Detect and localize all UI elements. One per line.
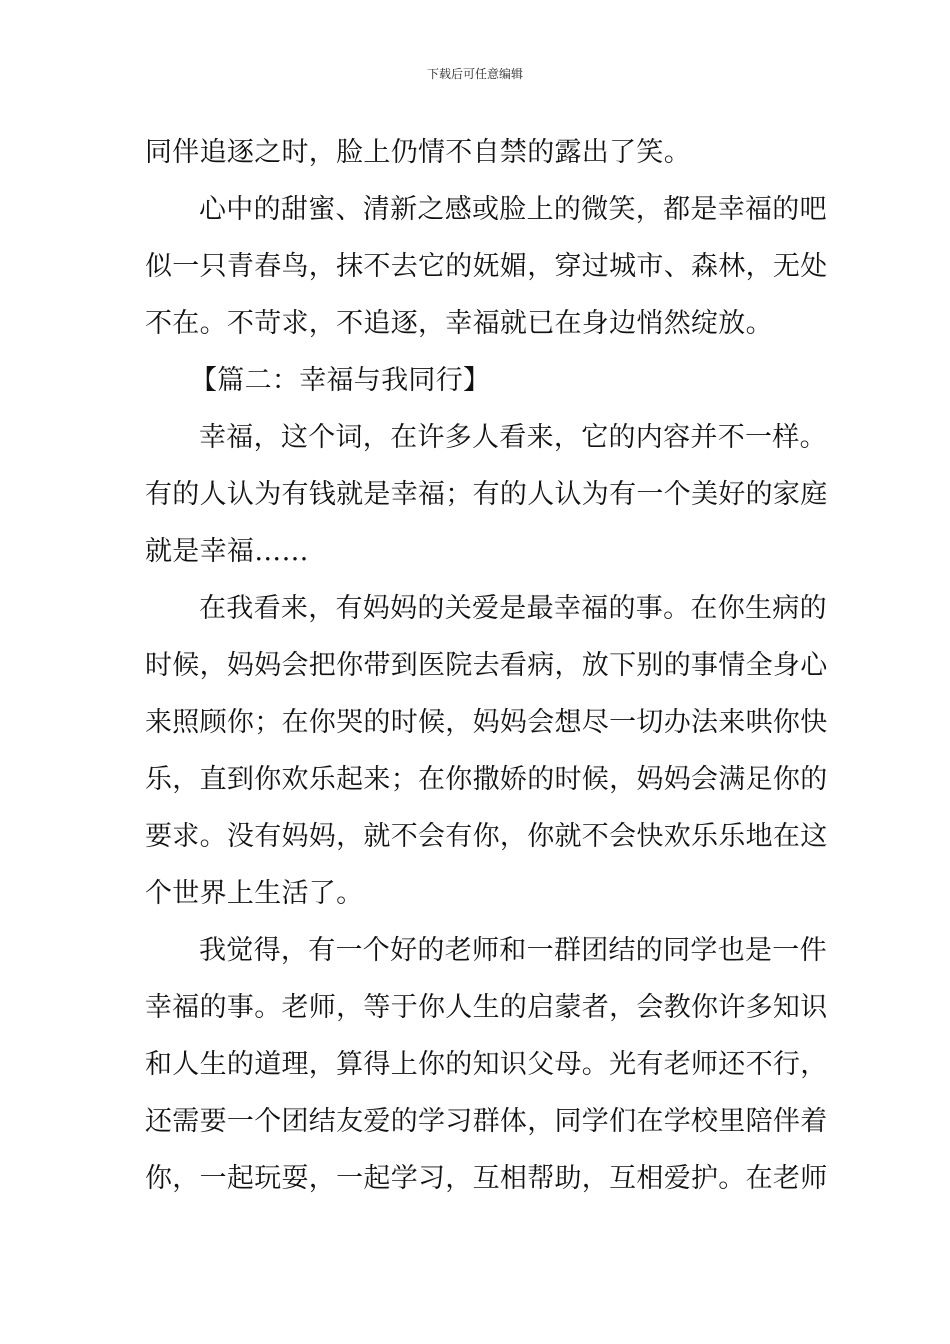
- text-line: 有的人认为有钱就是幸福；有的人认为有一个美好的家庭: [145, 479, 828, 510]
- text-line: 乐，直到你欢乐起来；在你撒娇的时候，妈妈会满足你的: [145, 764, 828, 795]
- text-line: 要求。没有妈妈，就不会有你，你就不会快欢乐乐地在这: [145, 821, 828, 852]
- text-line: 同伴追逐之时，脸上仍情不自禁的露出了笑。: [145, 137, 691, 168]
- document-body: [145, 124, 828, 1207]
- text-line: 幸福的事。老师，等于你人生的启蒙者，会教你许多知识: [145, 992, 828, 1023]
- text-line: 在我看来，有妈妈的关爱是最幸福的事。在你生病的: [199, 593, 827, 624]
- section-heading: 【篇二：幸福与我同行】: [190, 365, 491, 396]
- text-line: 就是幸福……: [145, 536, 309, 567]
- text-line: 似一只青春鸟，抹不去它的妩媚，穿过城市、森林，无处: [145, 251, 828, 282]
- text-line: 时候，妈妈会把你带到医院去看病，放下别的事情全身心: [145, 650, 828, 681]
- text-line: 我觉得，有一个好的老师和一群团结的同学也是一件: [199, 935, 827, 966]
- text-line: 来照顾你；在你哭的时候，妈妈会想尽一切办法来哄你快: [145, 707, 828, 738]
- text-line: 不在。不苛求，不追逐，幸福就已在身边悄然绽放。: [145, 308, 773, 339]
- text-line: 个世界上生活了。: [145, 878, 364, 909]
- text-line: 还需要一个团结友爱的学习群体，同学们在学校里陪伴着: [145, 1106, 828, 1137]
- text-line: 幸福，这个词，在许多人看来，它的内容并不一样。: [199, 422, 827, 453]
- text-line: 和人生的道理，算得上你的知识父母。光有老师还不行，: [145, 1049, 828, 1080]
- page-header: 下载后可任意编辑: [426, 67, 523, 81]
- text-line: 心中的甜蜜、清新之感或脸上的微笑，都是幸福的吧: [199, 194, 827, 225]
- text-line: 你，一起玩耍，一起学习，互相帮助，互相爱护。在老师: [145, 1163, 828, 1194]
